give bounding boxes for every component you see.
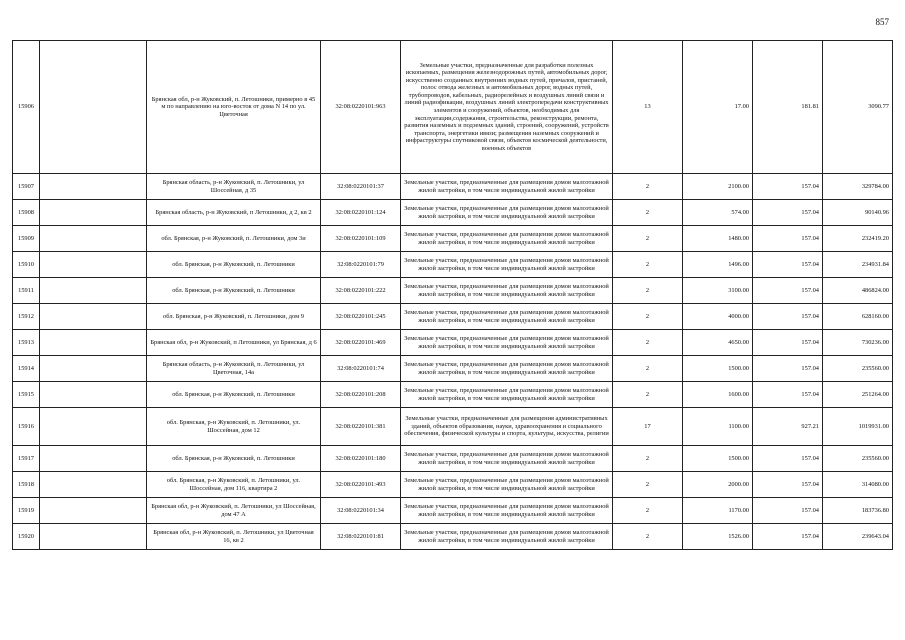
specific-value-cell: 157.04	[753, 446, 823, 472]
blank-cell	[40, 446, 147, 472]
cadastral-number-cell: 32:08:0220101:208	[321, 382, 401, 408]
land-use-cell: Земельные участки, предназначенные для размещения домов малоэтажной жилой застройки, в том числе индивидуальной жилой застройки	[401, 304, 613, 330]
address-cell: Брянская обл, р-н Жуковский, п. Летошники, примерно в 45 м по направлению на юго-восток от дома N 14 по ул. Цветочная	[147, 41, 321, 174]
blank-cell	[40, 174, 147, 200]
table-row	[13, 252, 893, 278]
cadastral-number-cell: 32:08:0220101:245	[321, 304, 401, 330]
land-use-cell: Земельные участки, предназначенные для размещения домов малоэтажной жилой застройки, в том числе индивидуальной жилой застройки	[401, 330, 613, 356]
blank-cell	[40, 498, 147, 524]
row-number: 15911	[13, 278, 40, 304]
table-row	[13, 524, 893, 550]
table-row	[13, 174, 893, 200]
address-cell: Брянская область, р-н Жуковский, п Летошники, д 2, кв 2	[147, 200, 321, 226]
cadastral-value-cell: 251264.00	[823, 382, 893, 408]
row-number: 15913	[13, 330, 40, 356]
row-number: 15916	[13, 408, 40, 446]
cadastral-number-cell: 32:08:0220101:381	[321, 408, 401, 446]
table-row	[13, 330, 893, 356]
use-code-cell: 2	[613, 356, 683, 382]
use-code-cell: 2	[613, 174, 683, 200]
use-code-cell: 2	[613, 446, 683, 472]
area-cell: 1496.00	[683, 252, 753, 278]
blank-cell	[40, 472, 147, 498]
address-cell: обл. Брянская, р-н Жуковский, п. Летошники, ул. Шоссейная, дом 116, квартира 2	[147, 472, 321, 498]
land-use-cell: Земельные участки, предназначенные для размещения домов малоэтажной жилой застройки, в том числе индивидуальной жилой застройки	[401, 252, 613, 278]
specific-value-cell: 157.04	[753, 472, 823, 498]
table-row	[13, 304, 893, 330]
land-use-cell: Земельные участки, предназначенные для размещения административных зданий, объектов образования, науки, здравоохранения и социального обеспечения, физической культуры и спорта, культуры, искусства, религии	[401, 408, 613, 446]
table-row	[13, 278, 893, 304]
page-number: 857	[875, 17, 889, 27]
cadastral-value-cell: 232419.20	[823, 226, 893, 252]
land-use-cell: Земельные участки, предназначенные для размещения домов малоэтажной жилой застройки, в том числе индивидуальной жилой застройки	[401, 498, 613, 524]
specific-value-cell: 157.04	[753, 252, 823, 278]
use-code-cell: 2	[613, 278, 683, 304]
cadastral-value-cell: 183736.80	[823, 498, 893, 524]
area-cell: 4000.00	[683, 304, 753, 330]
blank-cell	[40, 278, 147, 304]
specific-value-cell: 157.04	[753, 498, 823, 524]
land-use-cell: Земельные участки, предназначенные для размещения домов малоэтажной жилой застройки, в том числе индивидуальной жилой застройки	[401, 446, 613, 472]
use-code-cell: 2	[613, 200, 683, 226]
specific-value-cell: 157.04	[753, 200, 823, 226]
specific-value-cell: 181.81	[753, 41, 823, 174]
area-cell: 17.00	[683, 41, 753, 174]
table-row	[13, 356, 893, 382]
specific-value-cell: 157.04	[753, 226, 823, 252]
address-cell: Брянская обл, р-н Жуковский, п. Летошники, ул Шоссейная, дом 47 А	[147, 498, 321, 524]
cadastral-number-cell: 32:08:0220101:469	[321, 330, 401, 356]
use-code-cell: 17	[613, 408, 683, 446]
specific-value-cell: 157.04	[753, 524, 823, 550]
row-number: 15910	[13, 252, 40, 278]
table-row	[13, 472, 893, 498]
specific-value-cell: 157.04	[753, 382, 823, 408]
blank-cell	[40, 330, 147, 356]
blank-cell	[40, 382, 147, 408]
area-cell: 2000.00	[683, 472, 753, 498]
address-cell: обл. Брянская, р-н Жуковский, п. Летошники	[147, 382, 321, 408]
land-use-cell: Земельные участки, предназначенные для размещения домов малоэтажной жилой застройки, в том числе индивидуальной жилой застройки	[401, 226, 613, 252]
table-row	[13, 226, 893, 252]
address-cell: обл. Брянская, р-н Жуковский, п. Летошники	[147, 446, 321, 472]
cadastral-value-cell: 235560.00	[823, 446, 893, 472]
address-cell: Брянская обл, р-н Жуковский, п Летошники, ул Брянская, д 6	[147, 330, 321, 356]
blank-cell	[40, 524, 147, 550]
area-cell: 1526.00	[683, 524, 753, 550]
table-row	[13, 498, 893, 524]
cadastral-number-cell: 32:08:0220101:81	[321, 524, 401, 550]
land-register-table	[12, 40, 893, 550]
cadastral-number-cell: 32:08:0220101:124	[321, 200, 401, 226]
land-use-cell: Земельные участки, предназначенные для размещения домов малоэтажной жилой застройки, в том числе индивидуальной жилой застройки	[401, 278, 613, 304]
cadastral-value-cell: 235560.00	[823, 356, 893, 382]
use-code-cell: 2	[613, 330, 683, 356]
cadastral-number-cell: 32:08:0220101:963	[321, 41, 401, 174]
row-number: 15908	[13, 200, 40, 226]
specific-value-cell: 927.21	[753, 408, 823, 446]
blank-cell	[40, 41, 147, 174]
land-use-cell: Земельные участки, предназначенные для размещения домов малоэтажной жилой застройки, в том числе индивидуальной жилой застройки	[401, 382, 613, 408]
cadastral-number-cell: 32:08:0220101:222	[321, 278, 401, 304]
address-cell: обл. Брянская, р-н Жуковский, п. Летошники	[147, 252, 321, 278]
specific-value-cell: 157.04	[753, 174, 823, 200]
land-use-cell: Земельные участки, предназначенные для размещения домов малоэтажной жилой застройки, в том числе индивидуальной жилой застройки	[401, 472, 613, 498]
cadastral-number-cell: 32:08:0220101:79	[321, 252, 401, 278]
row-number: 15918	[13, 472, 40, 498]
address-cell: обл. Брянская, р-н Жуковский, п. Летошники, ул. Шоссейная, дом 12	[147, 408, 321, 446]
cadastral-value-cell: 730236.00	[823, 330, 893, 356]
cadastral-number-cell: 32:08:0220101:180	[321, 446, 401, 472]
land-use-cell: Земельные участки, предназначенные для размещения домов малоэтажной жилой застройки, в том числе индивидуальной жилой застройки	[401, 174, 613, 200]
land-use-cell: Земельные участки, предназначенные для размещения домов малоэтажной жилой застройки, в том числе индивидуальной жилой застройки	[401, 524, 613, 550]
cadastral-number-cell: 32:08:0220101:34	[321, 498, 401, 524]
table-row	[13, 41, 893, 174]
address-cell: обл. Брянская, р-н Жуковский, п. Летошники, дом 9	[147, 304, 321, 330]
area-cell: 4650.00	[683, 330, 753, 356]
cadastral-value-cell: 329784.00	[823, 174, 893, 200]
table-row	[13, 446, 893, 472]
blank-cell	[40, 356, 147, 382]
cadastral-value-cell: 314080.00	[823, 472, 893, 498]
cadastral-value-cell: 239643.04	[823, 524, 893, 550]
address-cell: обл. Брянская, р-н Жуковский, п. Летошники, дом 3и	[147, 226, 321, 252]
specific-value-cell: 157.04	[753, 278, 823, 304]
specific-value-cell: 157.04	[753, 330, 823, 356]
address-cell: Брянская область, р-н Жуковский, п. Летошники, ул Шоссейная, д 35	[147, 174, 321, 200]
row-number: 15917	[13, 446, 40, 472]
cadastral-number-cell: 32:08:0220101:37	[321, 174, 401, 200]
row-number: 15906	[13, 41, 40, 174]
area-cell: 1500.00	[683, 446, 753, 472]
cadastral-number-cell: 32:08:0220101:74	[321, 356, 401, 382]
address-cell: обл. Брянская, р-н Жуковский, п. Летошники	[147, 278, 321, 304]
cadastral-number-cell: 32:08:0220101:109	[321, 226, 401, 252]
use-code-cell: 2	[613, 382, 683, 408]
table-row	[13, 382, 893, 408]
row-number: 15914	[13, 356, 40, 382]
row-number: 15915	[13, 382, 40, 408]
blank-cell	[40, 304, 147, 330]
use-code-cell: 2	[613, 498, 683, 524]
cadastral-value-cell: 3090.77	[823, 41, 893, 174]
row-number: 15920	[13, 524, 40, 550]
cadastral-value-cell: 90140.96	[823, 200, 893, 226]
cadastral-value-cell: 486824.00	[823, 278, 893, 304]
land-use-cell: Земельные участки, предназначенные для размещения домов малоэтажной жилой застройки, в том числе индивидуальной жилой застройки	[401, 200, 613, 226]
area-cell: 574.00	[683, 200, 753, 226]
use-code-cell: 2	[613, 524, 683, 550]
blank-cell	[40, 226, 147, 252]
blank-cell	[40, 408, 147, 446]
cadastral-value-cell: 1019931.00	[823, 408, 893, 446]
specific-value-cell: 157.04	[753, 356, 823, 382]
row-number: 15909	[13, 226, 40, 252]
row-number: 15919	[13, 498, 40, 524]
land-use-cell: Земельные участки, предназначенные для размещения домов малоэтажной жилой застройки, в том числе индивидуальной жилой застройки	[401, 356, 613, 382]
area-cell: 1100.00	[683, 408, 753, 446]
blank-cell	[40, 252, 147, 278]
use-code-cell: 2	[613, 304, 683, 330]
use-code-cell: 2	[613, 472, 683, 498]
specific-value-cell: 157.04	[753, 304, 823, 330]
area-cell: 1480.00	[683, 226, 753, 252]
table-row	[13, 408, 893, 446]
land-use-cell: Земельные участки, предназначенные для разработки полезных ископаемых, размещения железнодорожных путей, автомобильных дорог, искусственно созданных внутренних водных путей, причалов, пристаней, полос отвода железных и автомобильных дорог, водных путей, трубопроводов, кабельных, радиорелейных и воздушных линий связи и линий радиофикации, воздушных линий электропередачи конструктивных элементов и сооружений, объектов, необходимых для эксплуатации,содержания, строительства, реконструкции, ремонта, развития наземных и подземных зданий, строений, сооружений, устройств транспорта, энергетики ивязи; размещения наземных сооружений и инфраструктуры спутниковой связи, объектов космической деятельности, военных объектов	[401, 41, 613, 174]
row-number: 15907	[13, 174, 40, 200]
area-cell: 1170.00	[683, 498, 753, 524]
use-code-cell: 2	[613, 252, 683, 278]
row-number: 15912	[13, 304, 40, 330]
blank-cell	[40, 200, 147, 226]
use-code-cell: 13	[613, 41, 683, 174]
table-body	[13, 41, 893, 550]
area-cell: 2100.00	[683, 174, 753, 200]
use-code-cell: 2	[613, 226, 683, 252]
cadastral-value-cell: 234931.84	[823, 252, 893, 278]
area-cell: 1600.00	[683, 382, 753, 408]
address-cell: Брянская область, р-н Жуковский, п. Летошники, ул Цветочная, 14а	[147, 356, 321, 382]
address-cell: Брянская обл, р-н Жуковский, п. Летошники, ул Цветочная 16, кв 2	[147, 524, 321, 550]
cadastral-value-cell: 628160.00	[823, 304, 893, 330]
cadastral-number-cell: 32:08:0220101:493	[321, 472, 401, 498]
area-cell: 1500.00	[683, 356, 753, 382]
area-cell: 3100.00	[683, 278, 753, 304]
table-row	[13, 200, 893, 226]
